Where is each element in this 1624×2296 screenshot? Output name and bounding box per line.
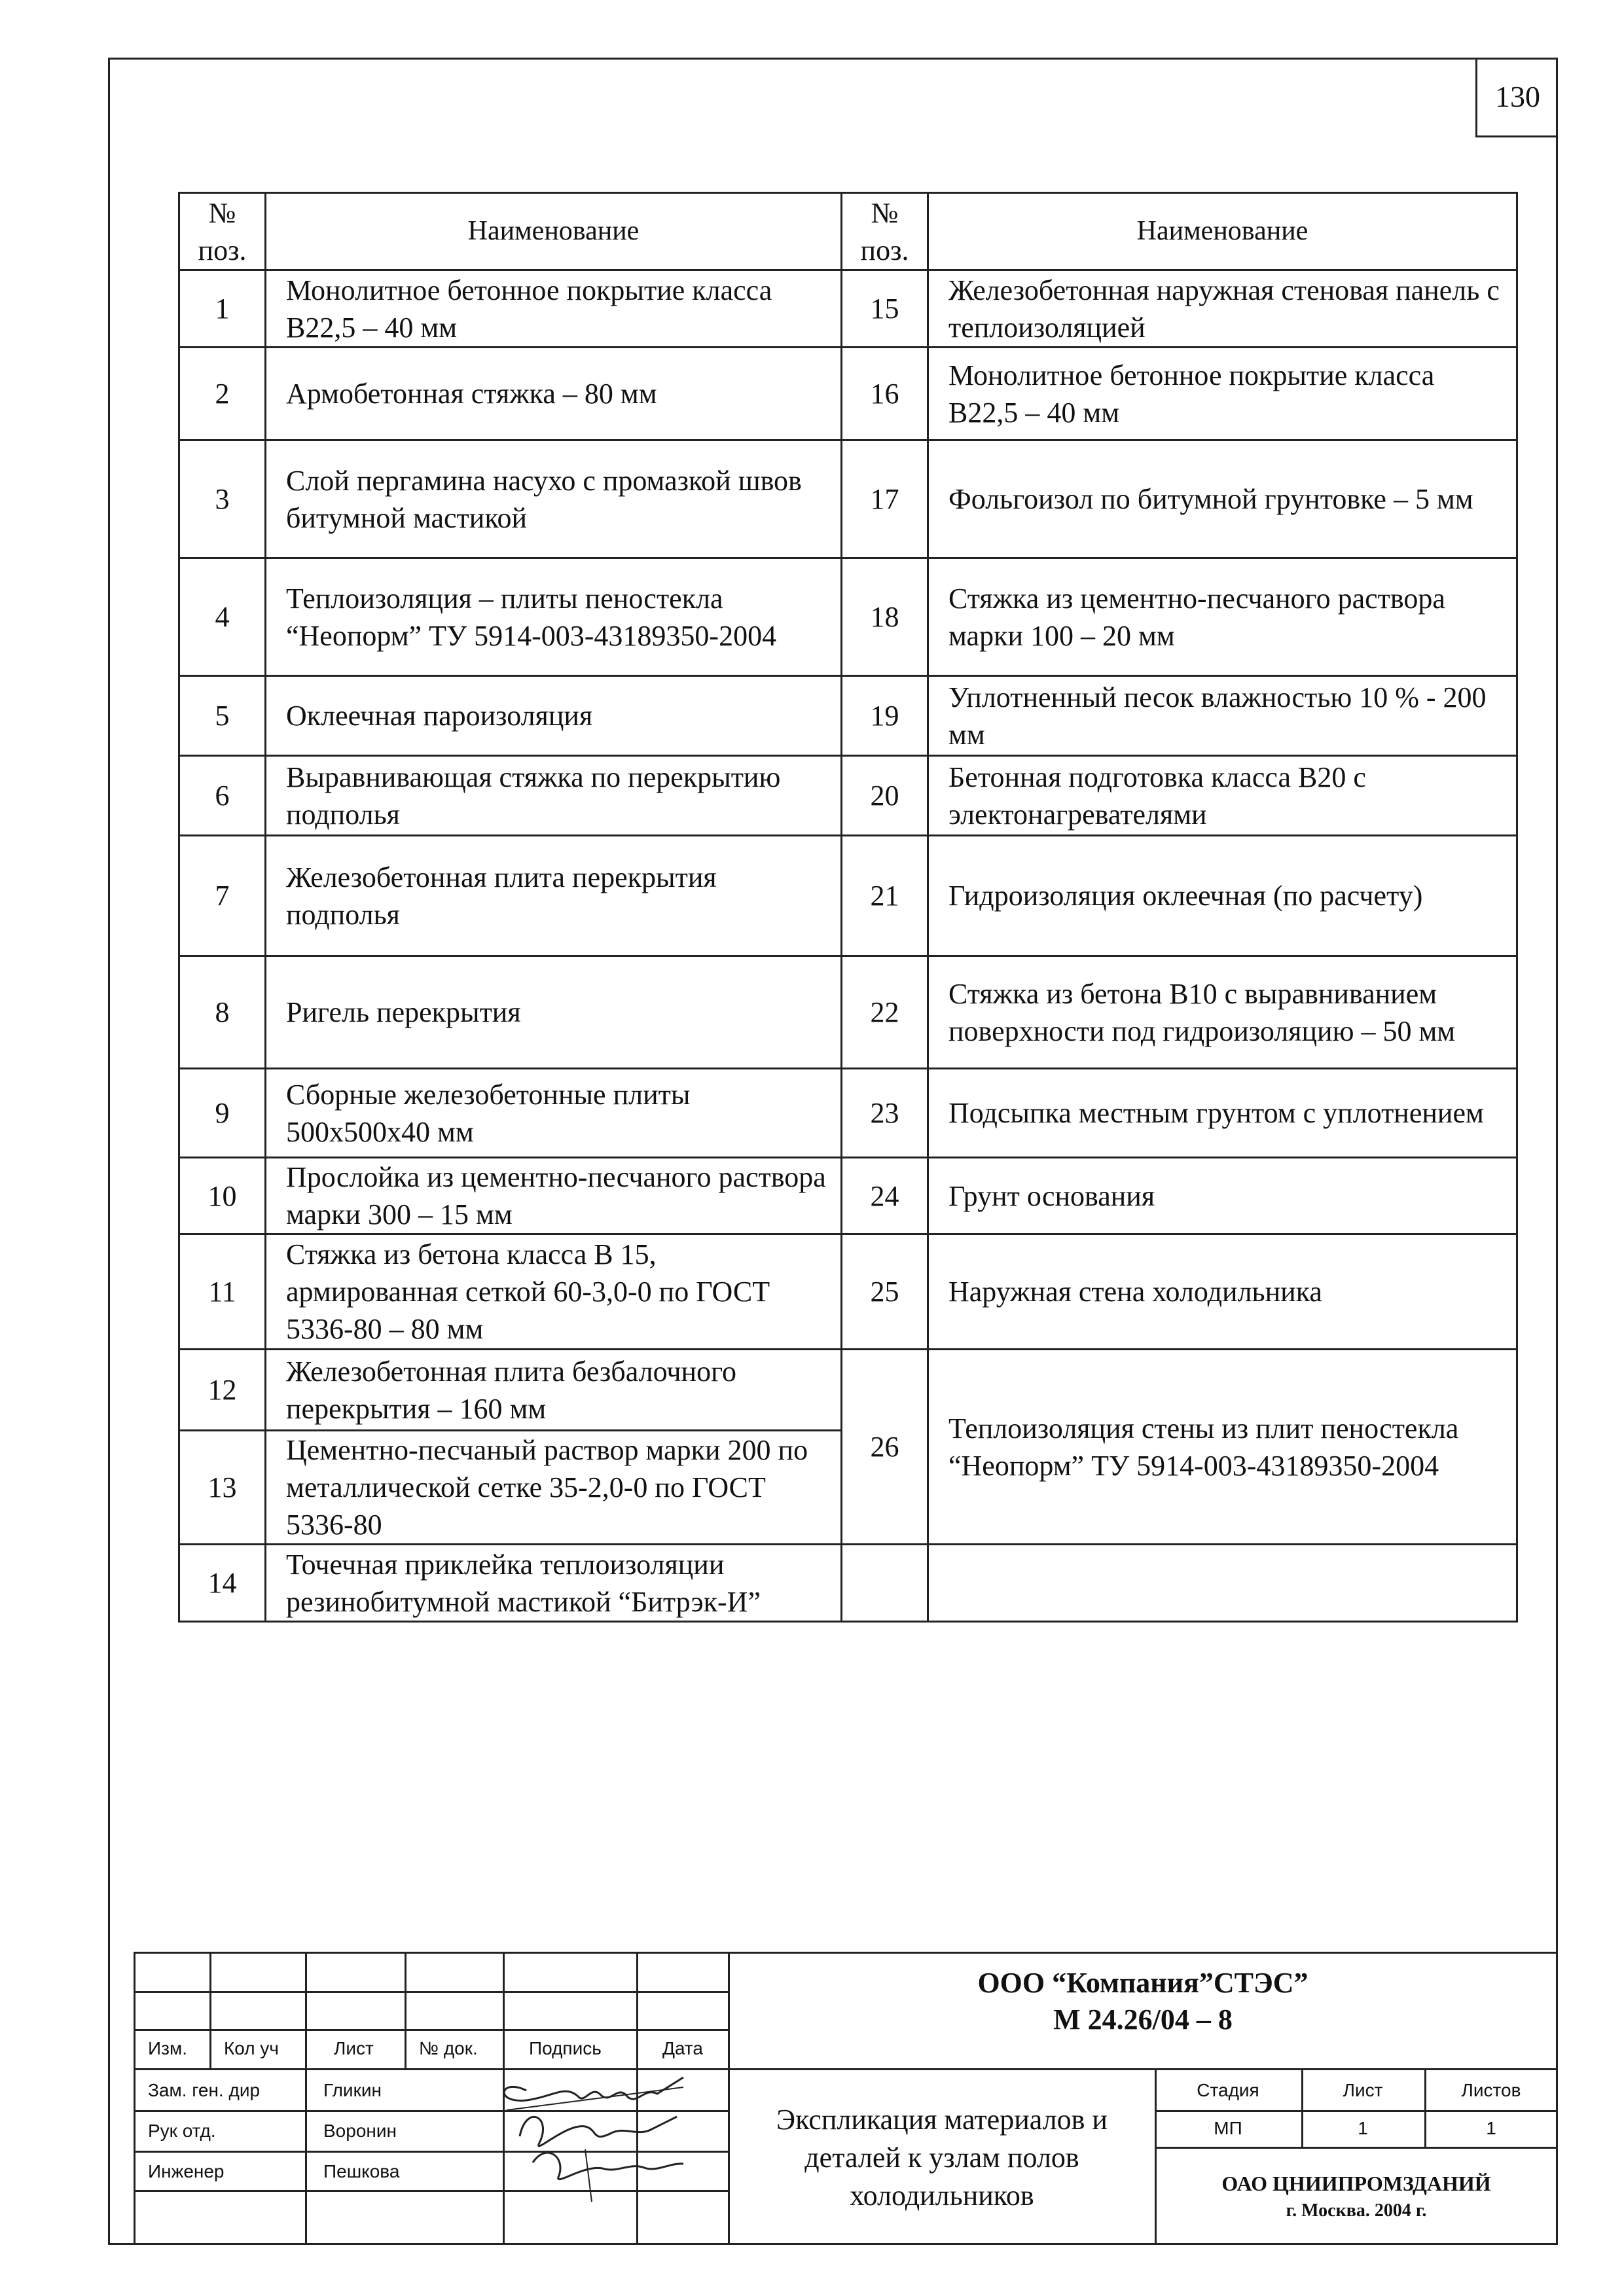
pos-number: 13 <box>179 1431 266 1545</box>
item-name: Железобетонная плита перекрытия подполья <box>266 836 842 956</box>
table-row <box>179 1545 1517 1622</box>
item-name: Оклеечная пароизоляция <box>266 676 842 756</box>
item-name: Гидроизоляция оклеечная (по расчету) <box>928 836 1517 956</box>
pos-number: 17 <box>842 440 928 558</box>
table-row <box>179 836 1517 956</box>
item-name: Точечная приклейка теплоизоляции резинобитумной мастикой “Битрэк-И” <box>266 1545 842 1622</box>
table-header-row <box>179 193 1517 270</box>
item-name: Цементно-песчаный раствор марки 200 по металлической сетке 35-2,0-0 по ГОСТ 5336-80 <box>266 1431 842 1545</box>
pos-number: 24 <box>842 1158 928 1234</box>
header-name-right: Наименование <box>928 193 1517 270</box>
table-row <box>179 956 1517 1069</box>
pos-number: 12 <box>179 1350 266 1431</box>
pos-number: 15 <box>842 270 928 348</box>
pos-number: 23 <box>842 1069 928 1158</box>
item-name: Прослойка из цементно-песчаного раствора марки 300 – 15 мм <box>266 1158 842 1234</box>
item-name: Монолитное бетонное покрытие класса В22,5 – 40 мм <box>928 348 1517 440</box>
stage-label: Стадия <box>1197 2080 1259 2100</box>
role-label: Инженер <box>148 2161 225 2181</box>
header-num-right: № поз. <box>842 193 928 270</box>
item-name: Ригель перекрытия <box>266 956 842 1069</box>
col-izm: Изм. <box>148 2038 187 2058</box>
materials-table <box>178 192 1518 1623</box>
pos-number: 21 <box>842 836 928 956</box>
item-name: Армобетонная стяжка – 80 мм <box>266 348 842 440</box>
header-num-left: № поз. <box>179 193 266 270</box>
item-name: Грунт основания <box>928 1158 1517 1234</box>
sheets-value: 1 <box>1486 2118 1496 2138</box>
item-name: Выравнивающая стяжка по перекрытию подполья <box>266 756 842 836</box>
item-name: Подсыпка местным грунтом с уплотнением <box>928 1069 1517 1158</box>
sheet-label: Лист <box>1343 2080 1383 2100</box>
pos-number: 22 <box>842 956 928 1069</box>
item-name: Железобетонная плита безбалочного перекрытия – 160 мм <box>266 1350 842 1431</box>
table-row <box>179 1069 1517 1158</box>
pos-number: 6 <box>179 756 266 836</box>
table-row <box>179 676 1517 756</box>
item-name: Стяжка из цементно-песчаного раствора марки 100 – 20 мм <box>928 558 1517 676</box>
company-name: ООО “Компания”СТЭС” <box>977 1967 1308 1999</box>
sheets-label: Листов <box>1461 2080 1521 2100</box>
empty-cell <box>842 1545 928 1622</box>
pos-number: 7 <box>179 836 266 956</box>
pos-number: 9 <box>179 1069 266 1158</box>
pos-number: 25 <box>842 1234 928 1350</box>
item-name: Уплотненный песок влажностью 10 % - 200 мм <box>928 676 1517 756</box>
page-number: 130 <box>1475 58 1558 137</box>
item-name: Слой пергамина насухо с промазкой швов битумной мастикой <box>266 440 842 558</box>
pos-number: 19 <box>842 676 928 756</box>
item-name: Наружная стена холодильника <box>928 1234 1517 1350</box>
table-row <box>179 440 1517 558</box>
stage-value: МП <box>1214 2118 1242 2138</box>
table-row <box>179 348 1517 440</box>
signature-image <box>487 2064 696 2208</box>
item-name: Бетонная подготовка класса В20 с электонагревателями <box>928 756 1517 836</box>
pos-number: 11 <box>179 1234 266 1350</box>
table-row <box>179 558 1517 676</box>
pos-number: 10 <box>179 1158 266 1234</box>
pos-number: 18 <box>842 558 928 676</box>
sheet-value: 1 <box>1358 2118 1368 2138</box>
col-list: Лист <box>334 2038 374 2058</box>
document-title: Экспликация материалов и деталей к узлам полов холодильников <box>776 2104 1108 2212</box>
pos-number: 14 <box>179 1545 266 1622</box>
pos-number: 3 <box>179 440 266 558</box>
item-name: Стяжка из бетона В10 с выравниванием поверхности под гидроизоляцию – 50 мм <box>928 956 1517 1069</box>
title-block <box>134 1952 1558 2245</box>
item-name: Железобетонная наружная стеновая панель с теплоизоляцией <box>928 270 1517 348</box>
item-name: Фольгоизол по битумной грунтовке – 5 мм <box>928 440 1517 558</box>
item-name: Теплоизоляция – плиты пеностекла “Неопорм” ТУ 5914-003-43189350-2004 <box>266 558 842 676</box>
pos-number: 4 <box>179 558 266 676</box>
table-row <box>179 1350 1517 1431</box>
item-name: Монолитное бетонное покрытие класса В22,5 – 40 мм <box>266 270 842 348</box>
item-name: Стяжка из бетона класса В 15, армированная сеткой 60-3,0-0 по ГОСТ 5336-80 – 80 мм <box>266 1234 842 1350</box>
pos-number: 5 <box>179 676 266 756</box>
person-name: Воронин <box>323 2121 397 2141</box>
pos-number: 26 <box>842 1350 928 1545</box>
person-name: Гликин <box>323 2080 382 2100</box>
table-row <box>179 1158 1517 1234</box>
table-row <box>179 756 1517 836</box>
pos-number: 2 <box>179 348 266 440</box>
empty-cell <box>928 1545 1517 1622</box>
col-kol: Кол уч <box>224 2038 279 2058</box>
item-name: Теплоизоляция стены из плит пеностекла “Неопорм” ТУ 5914-003-43189350-2004 <box>928 1350 1517 1545</box>
col-data: Дата <box>662 2038 704 2058</box>
role-label: Рук отд. <box>148 2121 216 2141</box>
pos-number: 16 <box>842 348 928 440</box>
item-name: Сборные железобетонные плиты 500x500x40 мм <box>266 1069 842 1158</box>
organization-city-year: г. Москва. 2004 г. <box>1286 2200 1427 2221</box>
document-code: М 24.26/04 – 8 <box>1053 2003 1233 2036</box>
pos-number: 8 <box>179 956 266 1069</box>
pos-number: 20 <box>842 756 928 836</box>
col-podpis: Подпись <box>529 2038 602 2058</box>
col-ndok: № док. <box>419 2038 478 2058</box>
organization-name: ОАО ЦНИИПРОМЗДАНИЙ <box>1221 2172 1491 2195</box>
role-label: Зам. ген. дир <box>148 2080 261 2100</box>
pos-number: 1 <box>179 270 266 348</box>
person-name: Пешкова <box>323 2161 400 2181</box>
table-row <box>179 270 1517 348</box>
table-row <box>179 1234 1517 1350</box>
header-name-left: Наименование <box>266 193 842 270</box>
